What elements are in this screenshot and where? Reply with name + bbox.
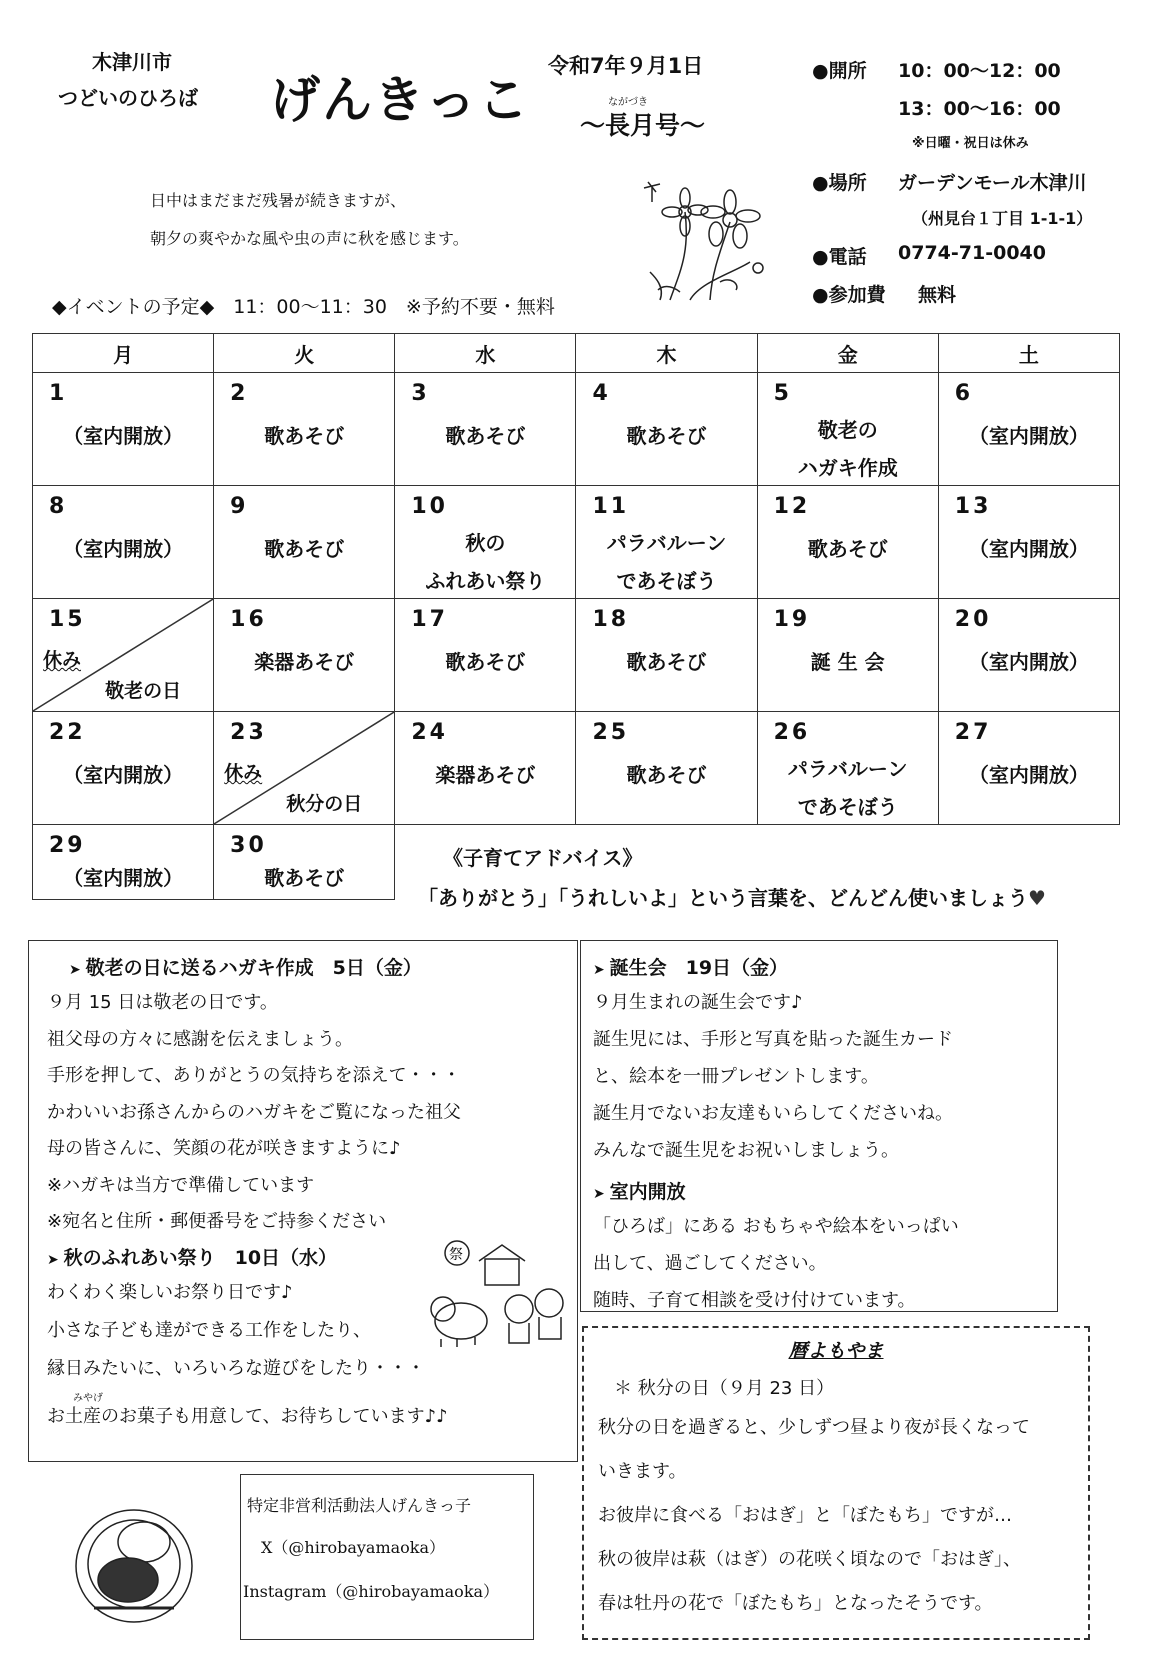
calendar-day-cell <box>214 599 395 712</box>
calendar-day-cell <box>757 373 938 486</box>
festival-illustration <box>427 1239 575 1349</box>
calendar-day-cell <box>576 373 757 486</box>
event-label: 敬老の <box>817 418 878 442</box>
day-number: 27 <box>954 720 992 745</box>
day-number: 20 <box>954 607 992 632</box>
hours-morning: 10：00～12：00 <box>898 60 1061 82</box>
weekday-header: 水 <box>395 334 576 373</box>
calendar-day-cell <box>33 712 214 825</box>
event-label: 誕 生 会 <box>810 650 885 674</box>
day-number: 16 <box>230 607 267 632</box>
body-line: 母の皆さんに、笑顔の花が咲きますように♪ <box>47 1138 401 1159</box>
event-label: （室内開放） <box>968 424 1089 448</box>
event-label: であそぼう <box>797 795 898 819</box>
event-label: （室内開放） <box>63 763 184 787</box>
calendar-day-cell <box>214 373 395 486</box>
body-line: 誕生児には、手形と写真を貼った誕生カード <box>593 1029 953 1050</box>
weekday-header: 金 <box>757 334 938 373</box>
calendar-day-cell <box>395 373 576 486</box>
body-line: 出して、過ごしてください。 <box>593 1253 827 1274</box>
holiday-name: 秋分の日 <box>286 793 363 815</box>
weekday-header: 月 <box>33 334 214 373</box>
calendar-day-cell <box>757 712 938 825</box>
body-line: かわいいお孫さんからのハガキをご覧になった祖父 <box>47 1101 461 1123</box>
calendar-day-cell <box>576 712 757 825</box>
advice-title: 《子育てアドバイス》 <box>443 846 643 870</box>
issue-name: ～長月号～ <box>580 111 706 140</box>
event-label: （室内開放） <box>63 866 184 890</box>
weekday-header: 土 <box>938 334 1119 373</box>
calendar-day-cell <box>214 825 395 900</box>
tel: 0774-71-0040 <box>898 242 1046 264</box>
instagram-account[interactable]: Instagram（@hirobayamaoka） <box>243 1582 500 1601</box>
closed-label: 休み <box>43 649 82 671</box>
day-number: 11 <box>592 494 630 519</box>
koyomi-title: 暦よもやま <box>788 1340 884 1362</box>
event-schedule-line: ◆イベントの予定◆ 11：00～11：30 ※予約不要・無料 <box>52 296 555 318</box>
sns-box <box>240 1474 534 1640</box>
day-number: 29 <box>49 833 86 858</box>
keiro-heading: ➤ 敬老の日に送るハガキ作成 5日（金） <box>69 957 422 979</box>
event-label: （室内開放） <box>63 537 184 561</box>
issue-date: 令和7年９月1日 <box>548 54 704 78</box>
calendar-day-cell <box>757 486 938 599</box>
koyomi-subtitle: ＊ 秋分の日（９月 23 日） <box>614 1378 835 1399</box>
birthday-heading: ➤ 誕生会 19日（金） <box>593 957 789 979</box>
body-line: ※宛名と住所・郵便番号をご持参ください <box>47 1211 387 1232</box>
body-line: ９月 15 日は敬老の日です。 <box>47 992 278 1013</box>
event-label: パラバルーン <box>606 531 727 555</box>
day-number: 23 <box>230 720 267 745</box>
advice-text: 「ありがとう」「うれしいよ」という言葉を、どんどん使いましょう♥ <box>418 886 1046 910</box>
address: （州見台１丁目 1-1-1） <box>912 209 1093 228</box>
day-number: 3 <box>411 381 430 406</box>
issue-ruby: ながづき <box>608 97 648 108</box>
holiday-name: 敬老の日 <box>105 680 182 702</box>
calendar-day-cell <box>938 486 1119 599</box>
event-label: 歌あそび <box>626 424 707 448</box>
calendar-day-cell <box>214 712 395 825</box>
calendar-day-cell <box>938 373 1119 486</box>
body-line: ９月生まれの誕生会です♪ <box>593 992 803 1013</box>
bullet-arrow-icon: ➤ <box>69 962 86 978</box>
fee-label: ●参加費 <box>812 284 886 306</box>
day-number: 15 <box>49 607 86 632</box>
event-label: 歌あそび <box>445 424 526 448</box>
event-label: 楽器あそび <box>254 650 355 674</box>
bullet-arrow-icon: ➤ <box>593 1186 610 1202</box>
event-label: （室内開放） <box>968 763 1089 787</box>
tel-label: ●電話 <box>812 246 867 268</box>
body-line: と、絵本を一冊プレゼントします。 <box>593 1066 879 1087</box>
day-number: 17 <box>411 607 448 632</box>
body-line: お彼岸に食べる「おはぎ」と「ぼたもち」ですが… <box>598 1505 1012 1526</box>
calendar-day-cell <box>395 599 576 712</box>
fee: 無料 <box>918 284 957 306</box>
day-number: 13 <box>954 494 992 519</box>
event-label: （室内開放） <box>968 537 1089 561</box>
birthday-open-box <box>580 940 1058 1312</box>
cosmos-flower-illustration <box>640 172 790 304</box>
event-label: 歌あそび <box>807 537 888 561</box>
organization-name: 特定非営利活動法人げんきっ子 <box>247 1496 472 1515</box>
hours-label: ●開所 <box>812 60 867 82</box>
day-number: 5 <box>773 381 792 406</box>
calendar-day-cell <box>214 486 395 599</box>
event-label: 歌あそび <box>626 650 707 674</box>
open-heading: ➤ 室内開放 <box>593 1181 686 1203</box>
calendar-day-cell <box>576 599 757 712</box>
calendar-day-cell <box>938 599 1119 712</box>
body-line: 手形を押して、ありがとうの気持ちを添えて・・・ <box>47 1065 461 1086</box>
ohagi-plate-illustration <box>72 1504 196 1628</box>
bullet-arrow-icon: ➤ <box>593 962 610 978</box>
event-label: 歌あそび <box>264 866 345 890</box>
day-number: 18 <box>592 607 630 632</box>
day-number: 9 <box>230 494 249 519</box>
bullet-arrow-icon: ➤ <box>47 1252 64 1268</box>
day-number: 6 <box>954 381 974 406</box>
plaza-name: つどいのひろば <box>58 86 198 110</box>
day-number: 26 <box>773 720 811 745</box>
weekday-header: 木 <box>576 334 757 373</box>
body-line: 「ひろば」にある おもちゃや絵本をいっぱい <box>593 1216 959 1237</box>
body-line: いきます。 <box>598 1461 687 1482</box>
hours-afternoon: 13：00～16：00 <box>898 98 1061 120</box>
matsuri-last-line: お土産のお菓子も用意して、お待ちしています♪♪ <box>47 1406 448 1427</box>
event-label: ふれあい祭り <box>425 569 546 593</box>
event-label: 歌あそび <box>445 650 526 674</box>
calendar-day-cell <box>395 486 576 599</box>
day-number: 30 <box>230 833 267 858</box>
event-label: 歌あそび <box>264 424 345 448</box>
event-label: （室内開放） <box>968 650 1089 674</box>
place-label: ●場所 <box>812 172 867 194</box>
body-line: 祖父母の方々に感謝を伝えましょう。 <box>47 1028 353 1050</box>
closed-label: 休み <box>224 762 263 784</box>
event-label: 歌あそび <box>626 763 707 787</box>
calendar-day-cell <box>576 486 757 599</box>
day-number: 22 <box>49 720 86 745</box>
body-line: 秋分の日を過ぎると、少しずつ昼より夜が長くなって <box>598 1417 1030 1438</box>
day-number: 19 <box>773 607 811 632</box>
day-number: 8 <box>49 494 68 519</box>
festival-badge: 祭 <box>449 1247 463 1263</box>
city-name: 木津川市 <box>92 50 172 74</box>
event-label: 歌あそび <box>264 537 345 561</box>
event-label: 秋の <box>465 531 506 555</box>
day-number: 2 <box>230 381 249 406</box>
day-number: 24 <box>411 720 448 745</box>
body-line: 秋の彼岸は萩（はぎ）の花咲く頃なので「おはぎ」、 <box>598 1549 1021 1570</box>
day-number: 1 <box>49 381 68 406</box>
day-number: 25 <box>592 720 630 745</box>
event-calendar <box>32 333 1120 900</box>
body-line: わくわく楽しいお祭り日です♪ <box>47 1282 293 1303</box>
body-line: みんなで誕生児をお祝いしましょう。 <box>593 1140 899 1161</box>
day-number: 10 <box>411 494 448 519</box>
keiro-matsuri-box <box>28 940 578 1462</box>
calendar-day-cell <box>33 825 214 900</box>
calendar-day-cell <box>33 373 214 486</box>
newsletter-title: げんきっこ <box>270 71 530 129</box>
day-number: 4 <box>592 381 611 406</box>
body-line: ※ハガキは当方で準備しています <box>47 1174 315 1196</box>
event-label: （室内開放） <box>63 424 184 448</box>
calendar-day-cell <box>33 486 214 599</box>
place: ガーデンモール木津川 <box>898 172 1087 194</box>
calendar-day-cell <box>395 712 576 825</box>
event-label: パラバルーン <box>787 757 908 781</box>
koyomi-box <box>582 1326 1090 1640</box>
body-line: 誕生月でないお友達もいらしてくださいね。 <box>593 1103 953 1124</box>
day-number: 12 <box>773 494 811 519</box>
heart-icon: ♥ <box>1028 886 1046 910</box>
matsuri-heading: ➤ 秋のふれあい祭り 10日（水） <box>47 1247 338 1269</box>
calendar-day-cell <box>757 599 938 712</box>
calendar-day-cell <box>33 599 214 712</box>
body-line: 縁日みたいに、いろいろな遊びをしたり・・・ <box>47 1358 425 1379</box>
body-line: 小さな子ども達ができる工作をしたり、 <box>47 1320 371 1341</box>
event-label: 楽器あそび <box>435 763 536 787</box>
x-account[interactable]: X（@hirobayamaoka） <box>261 1538 446 1557</box>
event-label: ハガキ作成 <box>797 456 898 480</box>
intro-line-1: 日中はまだまだ残暑が続きますが、 <box>150 191 407 210</box>
event-label: であそぼう <box>616 569 717 593</box>
body-line: 春は牡丹の花で「ぼたもち」となったそうです。 <box>598 1593 993 1614</box>
weekday-header: 火 <box>214 334 395 373</box>
calendar-day-cell <box>938 712 1119 825</box>
intro-line-2: 朝夕の爽やかな風や虫の声に秋を感じます。 <box>150 229 469 248</box>
body-line: 随時、子育て相談を受け付けています。 <box>593 1290 916 1311</box>
souvenir-ruby: みやげ <box>73 1393 103 1404</box>
closed-note: ※日曜・祝日は休み <box>912 136 1029 151</box>
